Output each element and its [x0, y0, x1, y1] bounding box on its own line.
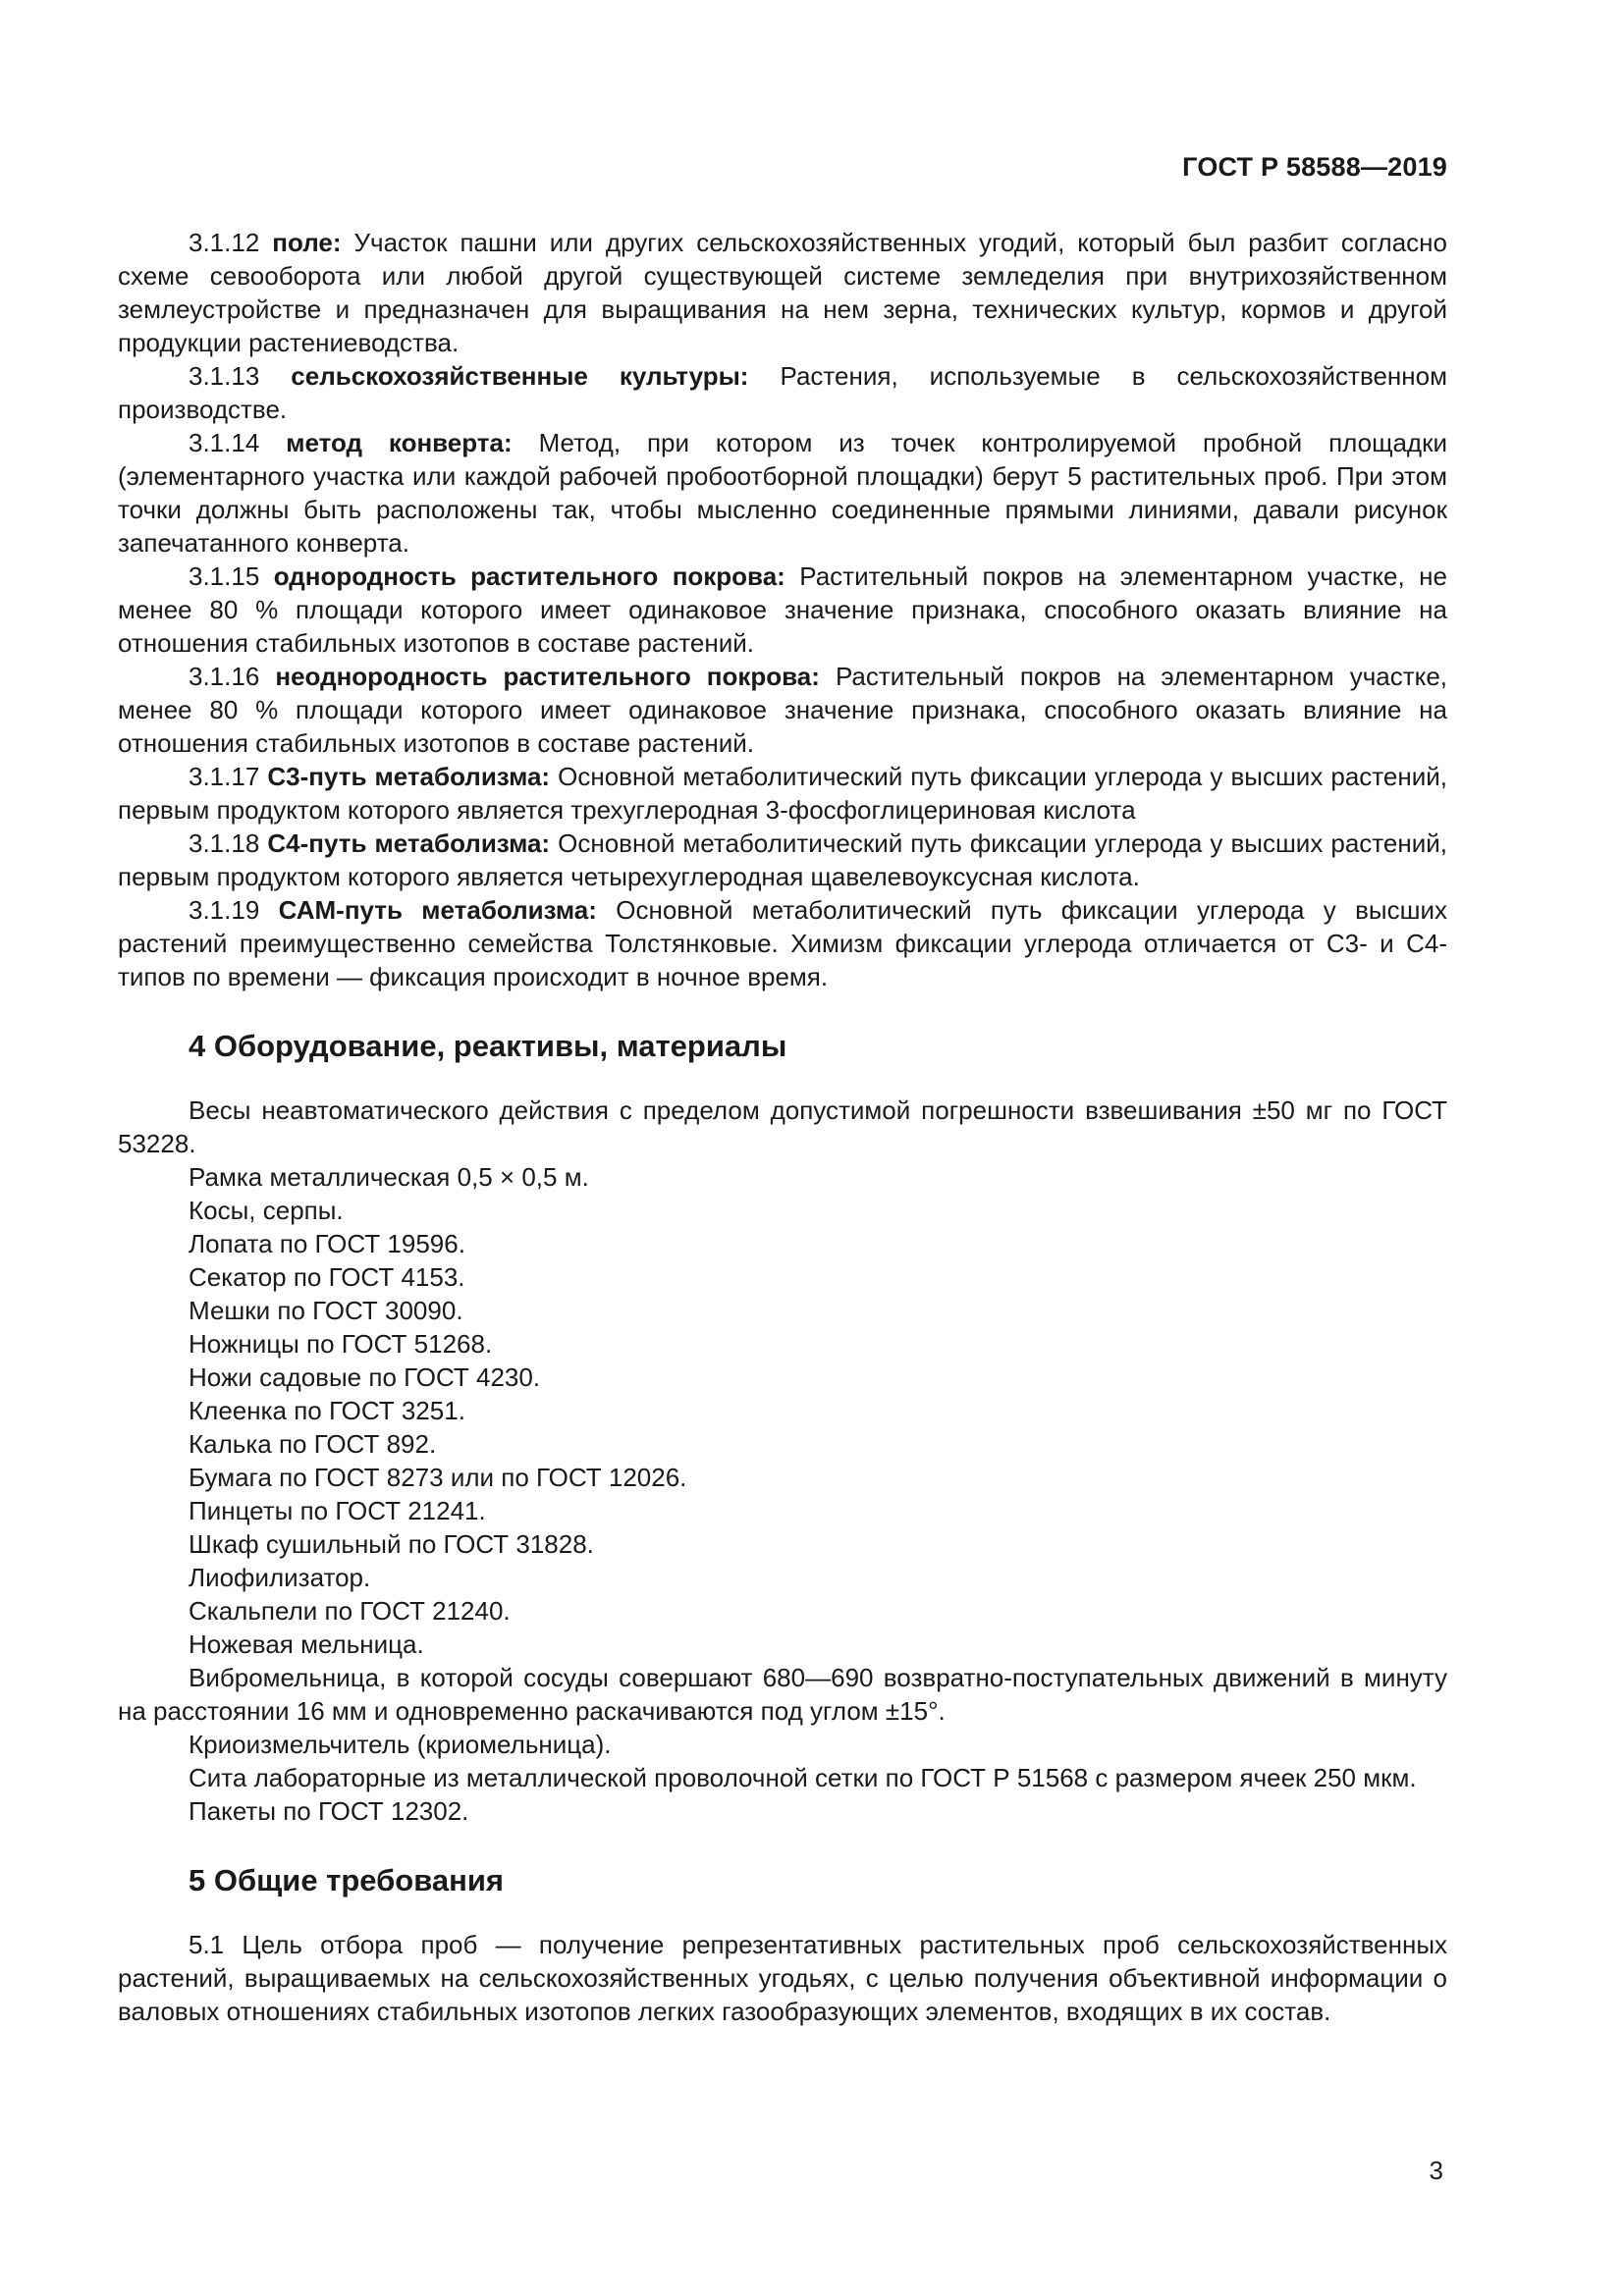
equipment-item: Ножницы по ГОСТ 51268. [189, 1329, 493, 1359]
definition-number: 3.1.12 [189, 228, 260, 257]
definition-term: метод конверта: [286, 428, 513, 457]
equipment-item: Ножи садовые по ГОСТ 4230. [189, 1362, 541, 1392]
equipment-item: Клеенка по ГОСТ 3251. [189, 1396, 465, 1425]
equipment-item: Мешки по ГОСТ 30090. [189, 1296, 463, 1325]
definition-text: Растения, используемые в сельскохозяйственном производстве. [118, 361, 1447, 424]
definition-3-1-15 [118, 560, 1447, 660]
equipment-item: Рамка металлическая 0,5 × 0,5 м. [189, 1162, 589, 1192]
definition-term: САМ-путь метаболизма: [278, 895, 597, 925]
definition-text: Растительный покров на элементарном участке, менее 80 % площади которого имеет одинаковое значение признака, способного оказать влияние на отношения стабильных изотопов в составе растений. [118, 662, 1447, 758]
definition-3-1-14 [118, 426, 1447, 560]
definition-term: поле: [272, 228, 342, 257]
equipment-item: Шкаф сушильный по ГОСТ 31828. [189, 1529, 594, 1559]
definition-number: 3.1.19 [189, 895, 260, 925]
paragraph-5-1: 5.1 Цель отбора проб — получение репрезентативных растительных проб сельскохозяйственных растений, выращиваемых на сельскохозяйственных угодьях, с целью получения объективной информации о валовых отношениях стабильных изотопов легких газообразующих элементов, входящих в их состав. [118, 1930, 1447, 2026]
equipment-item: Вибромельница, в которой сосуды совершают 680—690 возвратно-поступательных движений в минуту на расстоянии 16 мм и одновременно раскачиваются под углом ±15°. [118, 1663, 1447, 1726]
equipment-item: Лиофилизатор. [189, 1563, 371, 1592]
definition-3-1-18 [118, 827, 1447, 893]
equipment-item: Калька по ГОСТ 892. [189, 1429, 437, 1459]
definition-3-1-13 [118, 359, 1447, 426]
definition-term: С3-путь метаболизма: [267, 762, 551, 791]
equipment-item: Бумага по ГОСТ 8273 или по ГОСТ 12026. [189, 1463, 687, 1492]
definition-text: Участок пашни или других сельскохозяйственных угодий, который был разбит согласно схеме севооборота или любой другой существующей системе земледелия при внутрихозяйственном землеустройстве и предназначен для выращивания на нем зерна, технических культур, кормов и другой продукции растениеводства. [118, 228, 1447, 357]
definition-term: сельскохозяйственные культуры: [291, 361, 749, 391]
definition-text: Основной метаболитический путь фиксации углерода у высших растений, первым продуктом которого является четырехуглеродная щавелевоуксусная кислота. [118, 828, 1447, 891]
equipment-item: Пинцеты по ГОСТ 21241. [189, 1496, 486, 1525]
section-5-heading: 5 Общие требования [189, 1863, 504, 1897]
definition-3-1-17 [118, 760, 1447, 827]
equipment-item: Весы неавтоматического действия с пределом допустимой погрешности взвешивания ±50 мг по ГОСТ 53228. [118, 1095, 1447, 1158]
equipment-item: Ножевая мельница. [189, 1629, 424, 1659]
section-4-heading: 4 Оборудование, реактивы, материалы [189, 1029, 787, 1063]
equipment-item: Лопата по ГОСТ 19596. [189, 1229, 465, 1258]
definition-number: 3.1.17 [189, 762, 260, 791]
page-content [118, 226, 1447, 2028]
definition-number: 3.1.15 [189, 561, 260, 591]
equipment-item: Криоизмельчитель (криомельница). [189, 1730, 612, 1759]
equipment-item: Косы, серпы. [189, 1196, 344, 1225]
definition-text: Метод, при котором из точек контролируемой пробной площадки (элементарного участка или каждой рабочей пробоотборной площадки) берут 5 растительных проб. При этом точки должны быть расположены так, чтобы мысленно соединенные прямыми линиями, давали рисунок запечатанного конверта. [118, 428, 1448, 558]
document-id-header: ГОСТ Р 58588—2019 [1182, 152, 1447, 182]
definition-number: 3.1.13 [189, 361, 260, 391]
definition-3-1-16 [118, 660, 1447, 760]
definition-number: 3.1.16 [189, 662, 260, 691]
page-number: 3 [1429, 2156, 1443, 2185]
equipment-item: Сита лабораторные из металлической проволочной сетки по ГОСТ Р 51568 с размером ячеек 250 мкм. [189, 1763, 1417, 1792]
definition-term: неоднородность растительного покрова: [275, 662, 820, 691]
equipment-item: Скальпели по ГОСТ 21240. [189, 1596, 511, 1626]
definition-term: С4-путь метаболизма: [267, 828, 551, 858]
definition-text: Основной метаболитический путь фиксации углерода у высших растений, первым продуктом которого является трехуглеродная 3-фосфоглицериновая кислота [118, 762, 1447, 825]
definitions-list [118, 226, 1447, 993]
definition-3-1-19 [118, 893, 1447, 993]
definition-number: 3.1.14 [189, 428, 260, 457]
definition-3-1-12 [118, 226, 1447, 359]
equipment-item: Пакеты по ГОСТ 12302. [189, 1796, 469, 1826]
definition-number: 3.1.18 [189, 828, 260, 858]
definition-text: Растительный покров на элементарном участке, не менее 80 % площади которого имеет одинаковое значение признака, способного оказать влияние на отношения стабильных изотопов в составе растений. [118, 561, 1447, 658]
definition-term: однородность растительного покрова: [273, 561, 785, 591]
definition-text: Основной метаболитический путь фиксации углерода у высших растений преимущественно семейства Толстянковые. Химизм фиксации углерода отличается от С3- и С4-типов по времени — фиксация происходит в ночное время. [118, 895, 1447, 991]
equipment-item: Секатор по ГОСТ 4153. [189, 1262, 465, 1292]
equipment-list [118, 1094, 1447, 1828]
